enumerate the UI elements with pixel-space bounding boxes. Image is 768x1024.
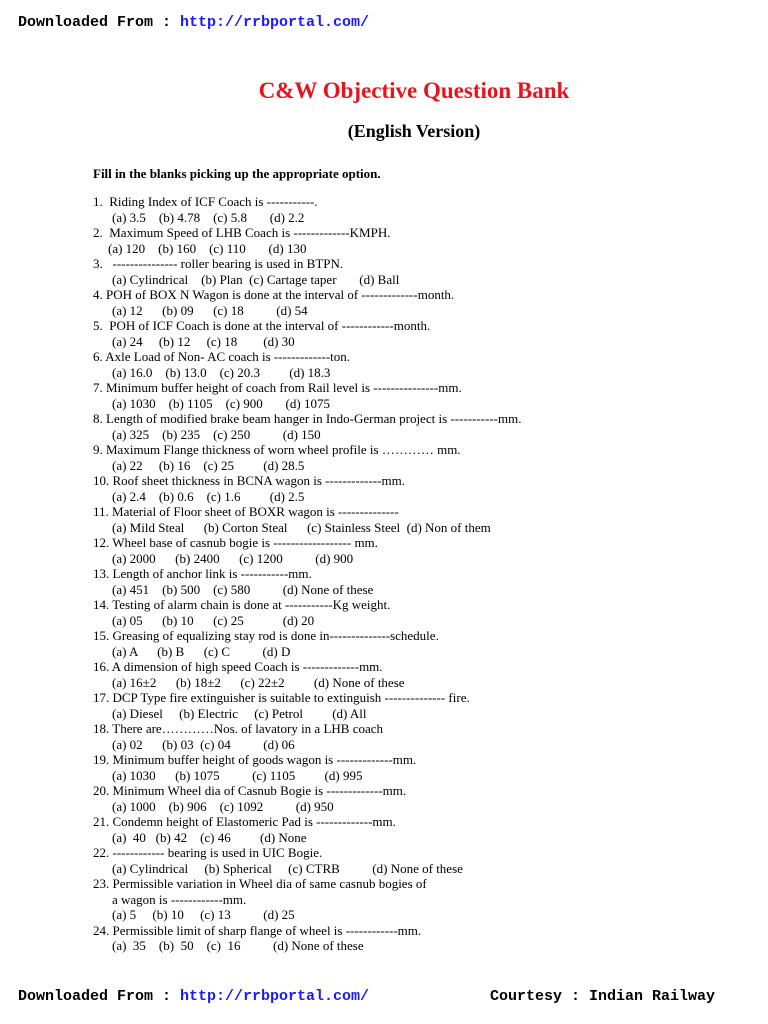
question-text: 16. A dimension of high speed Coach is -------------mm. (93, 659, 383, 674)
question-options: (a) 40 (b) 42 (c) 46 (d) None (112, 829, 307, 845)
question-options: (a) 5 (b) 10 (c) 13 (d) 25 (112, 907, 295, 922)
question-options: a wagon is ------------mm. (112, 891, 247, 907)
question-options: (a) 16±2 (b) 18±2 (c) 22±2 (d) None of these (112, 674, 405, 690)
question-text: 22. ------------ bearing is used in UIC Bogie. (93, 845, 323, 860)
question-list (93, 194, 753, 954)
footer-link[interactable]: http://rrbportal.com/ (180, 988, 370, 1005)
question-text: 15. Greasing of equalizing stay rod is done in--------------schedule. (93, 628, 439, 643)
question-options: (a) Cylindrical (b) Spherical (c) CTRB (d) None of these (112, 860, 463, 876)
question-options: (a) 120 (b) 160 (c) 110 (d) 130 (108, 240, 307, 256)
question-options: (a) 24 (b) 12 (c) 18 (d) 30 (112, 333, 295, 349)
question-text: 1. Riding Index of ICF Coach is -----------. (93, 194, 318, 209)
question-text: 24. Permissible limit of sharp flange of wheel is ------------mm. (93, 922, 422, 938)
question-options: (a) A (b) B (c) C (d) D (112, 643, 291, 659)
question-text: 3. --------------- roller bearing is used in BTPN. (93, 256, 344, 271)
question-text: 5. POH of ICF Coach is done at the interval of ------------month. (93, 318, 431, 333)
question-options: (a) 325 (b) 235 (c) 250 (d) 150 (112, 426, 321, 442)
question-text: 23. Permissible variation in Wheel dia of same casnub bogies of (93, 876, 427, 891)
question-text: 13. Length of anchor link is -----------mm. (93, 566, 312, 581)
question-text: 17. DCP Type fire extinguisher is suitable to extinguish -------------- fire. (93, 690, 470, 705)
page-subtitle: (English Version) (347, 121, 481, 141)
header-source (18, 14, 369, 31)
question-options: (a) 2.4 (b) 0.6 (c) 1.6 (d) 2.5 (112, 488, 305, 504)
question-options: (a) 02 (b) 03 (c) 04 (d) 06 (112, 736, 295, 752)
question-options: (a) 1030 (b) 1075 (c) 1105 (d) 995 (112, 767, 363, 783)
question-options: (a) 1030 (b) 1105 (c) 900 (d) 1075 (112, 395, 330, 411)
header-link[interactable]: http://rrbportal.com/ (180, 14, 370, 31)
question-text: 11. Material of Floor sheet of BOXR wagon is -------------- (93, 504, 399, 519)
question-options: (a) 05 (b) 10 (c) 25 (d) 20 (112, 612, 315, 628)
question-text: 20. Minimum Wheel dia of Casnub Bogie is -------------mm. (93, 783, 407, 798)
footer-label: Downloaded From : (18, 988, 181, 1005)
question-options: (a) 12 (b) 09 (c) 18 (d) 54 (112, 302, 308, 318)
question-text: 7. Minimum buffer height of coach from Rail level is ---------------mm. (93, 380, 462, 395)
question-options: (a) Cylindrical (b) Plan (c) Cartage taper (d) Ball (112, 271, 400, 287)
question-text: 21. Condemn height of Elastomeric Pad is -------------mm. (93, 814, 396, 829)
footer (18, 988, 748, 1005)
question-text: 6. Axle Load of Non- AC coach is -------------ton. (93, 349, 351, 364)
question-text: 12. Wheel base of casnub bogie is ------------------ mm. (93, 535, 378, 550)
question-options: (a) 1000 (b) 906 (c) 1092 (d) 950 (112, 798, 334, 814)
question-options: (a) 22 (b) 16 (c) 25 (d) 28.5 (112, 457, 305, 473)
question-options: (a) 451 (b) 500 (c) 580 (d) None of these (112, 581, 374, 597)
question-text: 4. POH of BOX N Wagon is done at the interval of -------------month. (93, 287, 455, 302)
question-options: (a) 2000 (b) 2400 (c) 1200 (d) 900 (112, 550, 354, 566)
footer-courtesy: Courtesy : Indian Railway (490, 988, 716, 1005)
question-text: 19. Minimum buffer height of goods wagon is -------------mm. (93, 752, 417, 767)
instruction-text: Fill in the blanks picking up the appropriate option. (93, 166, 381, 181)
page-title: C&W Objective Question Bank (258, 78, 570, 103)
question-options: (a) Diesel (b) Electric (c) Petrol (d) All (112, 705, 367, 721)
question-text: 10. Roof sheet thickness in BCNA wagon is -------------mm. (93, 473, 405, 488)
header-label: Downloaded From : (18, 14, 181, 31)
question-options: (a) Mild Steal (b) Corton Steal (c) Stainless Steel (d) Non of them (112, 519, 491, 535)
question-options: (a) 35 (b) 50 (c) 16 (d) None of these (112, 938, 364, 953)
question-text: 9. Maximum Flange thickness of worn wheel profile is ………… mm. (93, 442, 461, 457)
question-text: 14. Testing of alarm chain is done at -----------Kg weight. (93, 597, 391, 612)
question-options: (a) 16.0 (b) 13.0 (c) 20.3 (d) 18.3 (112, 364, 331, 380)
question-text: 18. There are…………Nos. of lavatory in a LHB coach (93, 721, 384, 736)
question-options: (a) 3.5 (b) 4.78 (c) 5.8 (d) 2.2 (112, 209, 305, 225)
question-text: 8. Length of modified brake beam hanger in Indo-German project is -----------mm. (93, 411, 522, 426)
question-text: 2. Maximum Speed of LHB Coach is -------------KMPH. (93, 225, 391, 240)
